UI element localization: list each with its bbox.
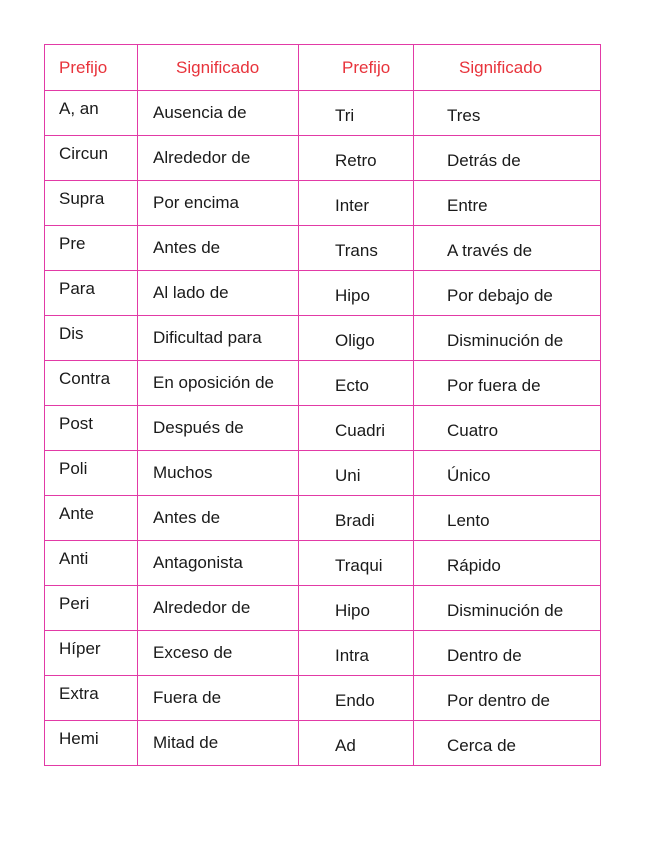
meaning-right-cell: Dentro de [414,631,601,676]
prefix-left-cell: Ante [45,496,138,541]
header-prefix-right: Prefijo [299,45,414,91]
prefix-left-cell: Poli [45,451,138,496]
table-body [45,91,601,766]
meaning-left-cell: Dificultad para [138,316,299,361]
prefix-right-cell: Inter [299,181,414,226]
meaning-left-cell: Antagonista [138,541,299,586]
prefix-right-cell: Bradi [299,496,414,541]
prefix-right-cell: Traqui [299,541,414,586]
table-row [45,226,601,271]
prefix-left-cell: Contra [45,361,138,406]
meaning-left-cell: Fuera de [138,676,299,721]
meaning-right-cell: Único [414,451,601,496]
meaning-right-cell: Por dentro de [414,676,601,721]
table-row [45,631,601,676]
header-meaning-left: Significado [138,45,299,91]
meaning-right-cell: Detrás de [414,136,601,181]
meaning-right-cell: A través de [414,226,601,271]
prefix-right-cell: Retro [299,136,414,181]
meaning-right-cell: Disminución de [414,316,601,361]
table-row [45,541,601,586]
meaning-right-cell: Rápido [414,541,601,586]
meaning-right-cell: Cerca de [414,721,601,766]
prefix-meaning-table [44,44,601,766]
prefix-left-cell: Para [45,271,138,316]
prefix-left-cell: Circun [45,136,138,181]
meaning-left-cell: Después de [138,406,299,451]
prefix-left-cell: Híper [45,631,138,676]
prefix-right-cell: Oligo [299,316,414,361]
meaning-left-cell: Ausencia de [138,91,299,136]
meaning-left-cell: Por encima [138,181,299,226]
prefix-left-cell: A, an [45,91,138,136]
prefix-right-cell: Cuadri [299,406,414,451]
meaning-left-cell: En oposición de [138,361,299,406]
meaning-left-cell: Exceso de [138,631,299,676]
table-row [45,316,601,361]
meaning-right-cell: Disminución de [414,586,601,631]
header-row [45,45,601,91]
table-row [45,586,601,631]
prefix-right-cell: Intra [299,631,414,676]
table-row [45,676,601,721]
prefix-left-cell: Dis [45,316,138,361]
table-row [45,361,601,406]
meaning-left-cell: Al lado de [138,271,299,316]
prefix-right-cell: Hipo [299,271,414,316]
table-row [45,181,601,226]
table-header [45,45,601,91]
prefix-right-cell: Hipo [299,586,414,631]
meaning-right-cell: Tres [414,91,601,136]
table-row [45,721,601,766]
meaning-left-cell: Muchos [138,451,299,496]
meaning-left-cell: Antes de [138,496,299,541]
meaning-left-cell: Antes de [138,226,299,271]
prefix-left-cell: Post [45,406,138,451]
prefix-left-cell: Anti [45,541,138,586]
prefix-right-cell: Endo [299,676,414,721]
header-meaning-right: Significado [414,45,601,91]
table-row [45,406,601,451]
meaning-right-cell: Por fuera de [414,361,601,406]
prefix-left-cell: Supra [45,181,138,226]
meaning-right-cell: Por debajo de [414,271,601,316]
meaning-left-cell: Mitad de [138,721,299,766]
meaning-left-cell: Alrededor de [138,586,299,631]
prefix-left-cell: Peri [45,586,138,631]
prefix-right-cell: Ad [299,721,414,766]
meaning-right-cell: Cuatro [414,406,601,451]
table-row [45,136,601,181]
header-prefix-left: Prefijo [45,45,138,91]
prefix-left-cell: Extra [45,676,138,721]
meaning-right-cell: Entre [414,181,601,226]
prefix-right-cell: Tri [299,91,414,136]
prefix-left-cell: Pre [45,226,138,271]
table-row [45,271,601,316]
meaning-right-cell: Lento [414,496,601,541]
table-row [45,91,601,136]
meaning-left-cell: Alrededor de [138,136,299,181]
prefix-left-cell: Hemi [45,721,138,766]
table-row [45,451,601,496]
table-row [45,496,601,541]
prefix-right-cell: Uni [299,451,414,496]
prefix-right-cell: Trans [299,226,414,271]
prefix-right-cell: Ecto [299,361,414,406]
